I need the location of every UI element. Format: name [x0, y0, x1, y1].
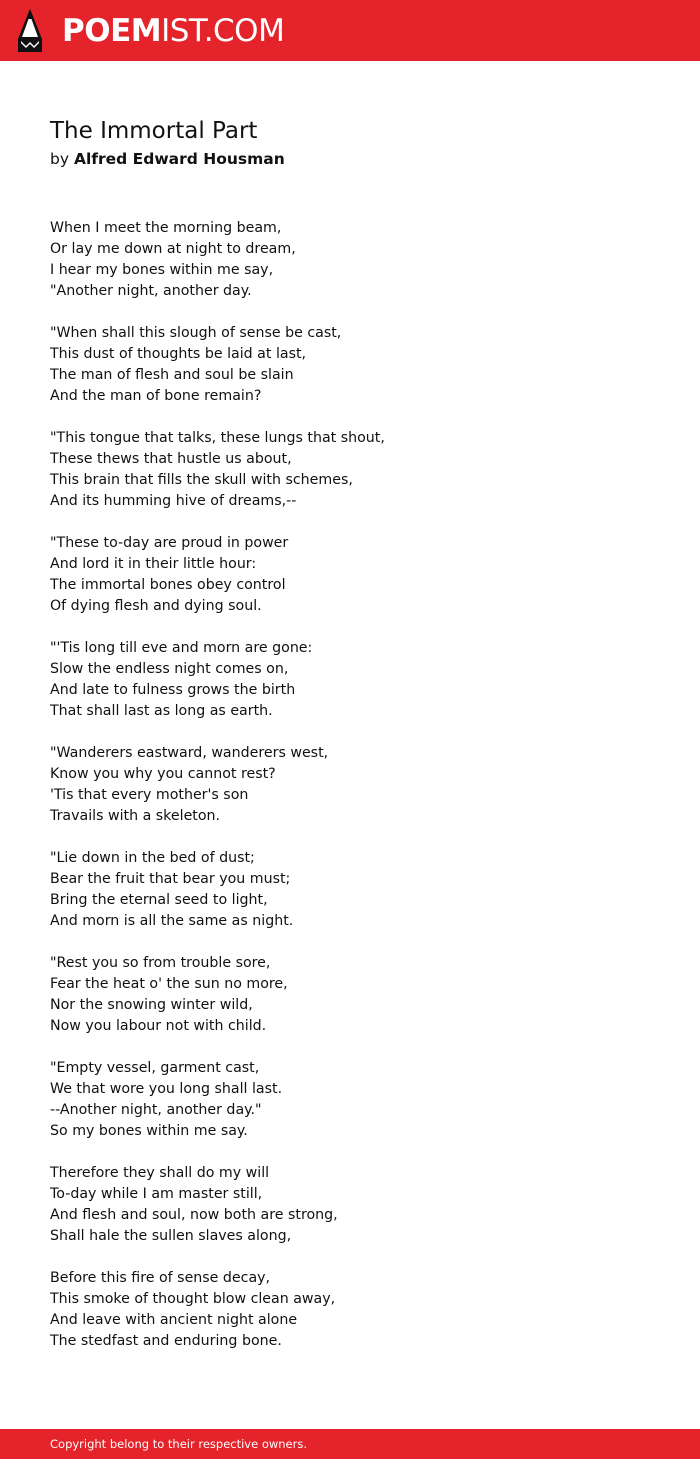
stanza	[50, 638, 650, 722]
poem-line: Travails with a skeleton.	[50, 808, 221, 824]
poem-line: 'Tis that every mother's son	[50, 787, 249, 803]
poem-line: "Lie down in the bed of dust;	[50, 850, 255, 866]
poem-line: This smoke of thought blow clean away,	[50, 1291, 336, 1307]
poem-line: I hear my bones within me say,	[50, 262, 274, 278]
site-header	[0, 0, 700, 61]
poem-line: And late to fulness grows the birth	[50, 682, 296, 698]
poem-line: The immortal bones obey control	[50, 577, 286, 593]
by-label: by	[50, 150, 70, 168]
poem-line: And leave with ancient night alone	[50, 1312, 298, 1328]
poem-line: Fear the heat o' the sun no more,	[50, 976, 288, 992]
poem-line: To-day while I am master still,	[50, 1186, 263, 1202]
site-logo[interactable]	[62, 12, 284, 50]
stanza	[50, 1268, 650, 1352]
stanza	[50, 743, 650, 827]
poem-line: We that wore you long shall last.	[50, 1081, 283, 1097]
stanza	[50, 428, 650, 512]
poem-line: These thews that hustle us about,	[50, 451, 292, 467]
pen-nib-icon[interactable]	[17, 9, 43, 52]
poem-title: The Immortal Part	[50, 118, 258, 144]
stanza	[50, 323, 650, 407]
poem-line: Nor the snowing winter wild,	[50, 997, 253, 1013]
poem-byline	[50, 148, 285, 170]
poem-line: Now you labour not with child.	[50, 1018, 267, 1034]
poem-line: Bear the fruit that bear you must;	[50, 871, 291, 887]
poem-line: "This tongue that talks, these lungs that shout,	[50, 430, 385, 446]
stanza	[50, 1058, 650, 1142]
poem-line: Or lay me down at night to dream,	[50, 241, 296, 257]
poem-line: When I meet the morning beam,	[50, 220, 282, 236]
poem-line: Bring the eternal seed to light,	[50, 892, 268, 908]
stanza	[50, 1163, 650, 1247]
poem-line: The stedfast and enduring bone.	[50, 1333, 282, 1349]
poem-line: Shall hale the sullen slaves along,	[50, 1228, 292, 1244]
poem-line: The man of flesh and soul be slain	[50, 367, 294, 383]
copyright-text: Copyright belong to their respective owners.	[50, 1437, 308, 1451]
poem-line: "Wanderers eastward, wanderers west,	[50, 745, 329, 761]
poem-author: Alfred Edward Housman	[73, 150, 285, 168]
poem-line: Know you why you cannot rest?	[50, 766, 276, 782]
stanza	[50, 848, 650, 932]
stanza	[50, 533, 650, 617]
poem-line: --Another night, another day."	[50, 1102, 262, 1118]
stanza	[50, 953, 650, 1037]
poem-line: And its humming hive of dreams,--	[50, 493, 297, 509]
poem-line: And flesh and soul, now both are strong,	[50, 1207, 338, 1223]
logo-light-text: IST.COM	[161, 13, 285, 49]
poem-line: That shall last as long as earth.	[50, 703, 273, 719]
site-footer	[0, 1429, 700, 1459]
poem-line: And morn is all the same as night.	[50, 913, 294, 929]
poem-line: So my bones within me say.	[50, 1123, 248, 1139]
poem-line: This brain that fills the skull with schemes,	[50, 472, 353, 488]
poem-line: This dust of thoughts be laid at last,	[50, 346, 307, 362]
poem-line: Before this fire of sense decay,	[50, 1270, 271, 1286]
poem-body	[50, 218, 650, 1373]
logo-bold-text: POEM	[62, 13, 162, 49]
poem-line: Therefore they shall do my will	[50, 1165, 270, 1181]
poem-line: "These to-day are proud in power	[50, 535, 289, 551]
poem-line: Of dying flesh and dying soul.	[50, 598, 262, 614]
poem-line: Slow the endless night comes on,	[50, 661, 289, 677]
poem-line: And lord it in their little hour:	[50, 556, 257, 572]
poem-line: "When shall this slough of sense be cast,	[50, 325, 342, 341]
poem-line: "'Tis long till eve and morn are gone:	[50, 640, 313, 656]
poem-line: "Empty vessel, garment cast,	[50, 1060, 260, 1076]
poem-line: "Another night, another day.	[50, 283, 252, 299]
stanza	[50, 218, 650, 302]
poem-line: "Rest you so from trouble sore,	[50, 955, 271, 971]
poem-line: And the man of bone remain?	[50, 388, 262, 404]
